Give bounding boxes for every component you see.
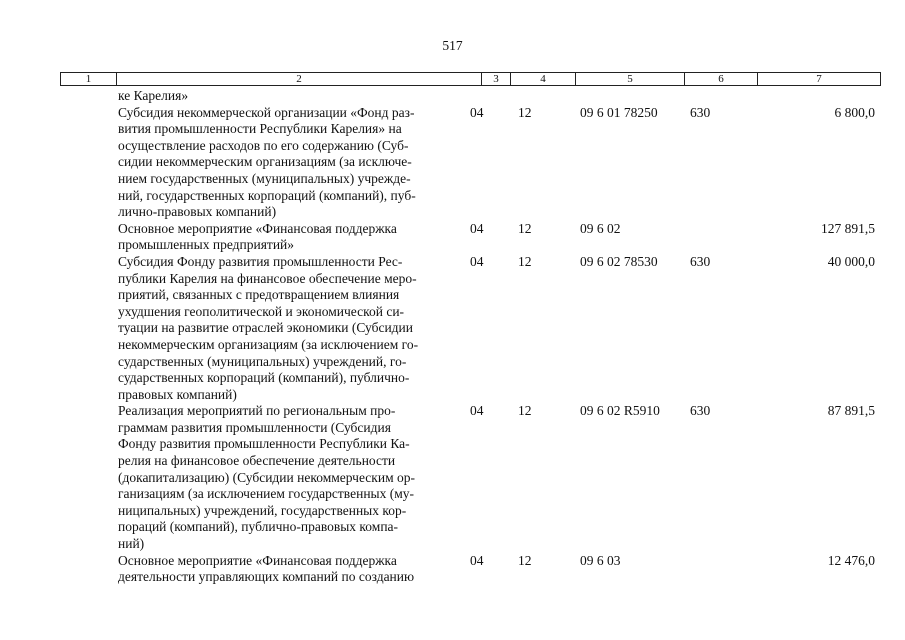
table-row — [0, 254, 905, 403]
row-vr: 630 — [690, 403, 711, 419]
table-row — [0, 105, 905, 221]
header-cell-3: 3 — [482, 73, 511, 85]
row-podrazdel: 12 — [518, 104, 532, 120]
table-body — [0, 88, 905, 586]
row-amount: 6 800,0 — [834, 104, 875, 120]
row-csr: 09 6 02 R5910 — [580, 403, 660, 419]
row-description: Субсидия некоммерческой организации «Фонд раз- вития промышленности Республики Карелия» на осуществление расходов по его содержанию (Суб- сидии некоммерческим организациям (за исключе- нием государственных (муниципальных) учрежде- ний, государственных корпораций (компаний), пуб- лично-правовых компаний) — [118, 104, 416, 220]
row-podrazdel: 12 — [518, 552, 532, 568]
row-razdel: 04 — [470, 104, 484, 120]
row-description: Основное мероприятие «Финансовая поддержка промышленных предприятий» — [118, 220, 397, 253]
row-razdel: 04 — [470, 403, 484, 419]
row-description: ке Карелия» — [118, 88, 189, 103]
header-cell-4: 4 — [511, 73, 576, 85]
row-description: Субсидия Фонду развития промышленности Рес- публики Карелия на финансовое обеспечение меро- приятий, связанных с предотвращением влияния ухудшения геополитической и экономической си- туации на развитие отраслей экономики (Субсидии некоммерческим организациям (за исключением го- сударственных (муниципальных) учреждений, го- сударственных корпораций (компаний), публично- правовых компаний) — [118, 253, 419, 402]
row-csr: 09 6 02 — [580, 220, 621, 236]
header-cell-5: 5 — [576, 73, 685, 85]
row-podrazdel: 12 — [518, 253, 532, 269]
table-header-row — [60, 72, 881, 86]
row-amount: 12 476,0 — [827, 552, 875, 568]
header-cell-2: 2 — [117, 73, 482, 85]
page-number: 517 — [442, 38, 463, 53]
row-vr: 630 — [690, 104, 711, 120]
header-cell-7: 7 — [816, 73, 822, 85]
row-amount: 87 891,5 — [827, 403, 875, 419]
row-razdel: 04 — [470, 220, 484, 236]
row-amount: 127 891,5 — [821, 220, 875, 236]
row-csr: 09 6 03 — [580, 552, 621, 568]
table-row — [0, 88, 905, 105]
table-row — [0, 221, 905, 254]
row-vr: 630 — [690, 253, 711, 269]
row-csr: 09 6 02 78530 — [580, 253, 658, 269]
table-row — [0, 403, 905, 552]
row-description: Основное мероприятие «Финансовая поддержка деятельности управляющих компаний по созданию — [118, 552, 415, 585]
row-razdel: 04 — [470, 552, 484, 568]
row-description: Реализация мероприятий по региональным про- граммам развития промышленности (Субсидия Фонду развития промышленности Республики Ка- релия на финансовое обеспечение деятельности (докапитализацию) (Субсидии некоммерческим ор- ганизациям (за исключением государственных (му- ниципальных) учреждений, государственных кор- пораций (компаний), публично-правовых компа- ний) — [118, 403, 415, 552]
row-amount: 40 000,0 — [827, 253, 875, 269]
row-razdel: 04 — [470, 253, 484, 269]
row-podrazdel: 12 — [518, 403, 532, 419]
row-podrazdel: 12 — [518, 220, 532, 236]
header-cell-1: 1 — [61, 73, 117, 85]
header-cell-6: 6 — [685, 73, 758, 85]
row-csr: 09 6 01 78250 — [580, 104, 658, 120]
table-row — [0, 553, 905, 586]
